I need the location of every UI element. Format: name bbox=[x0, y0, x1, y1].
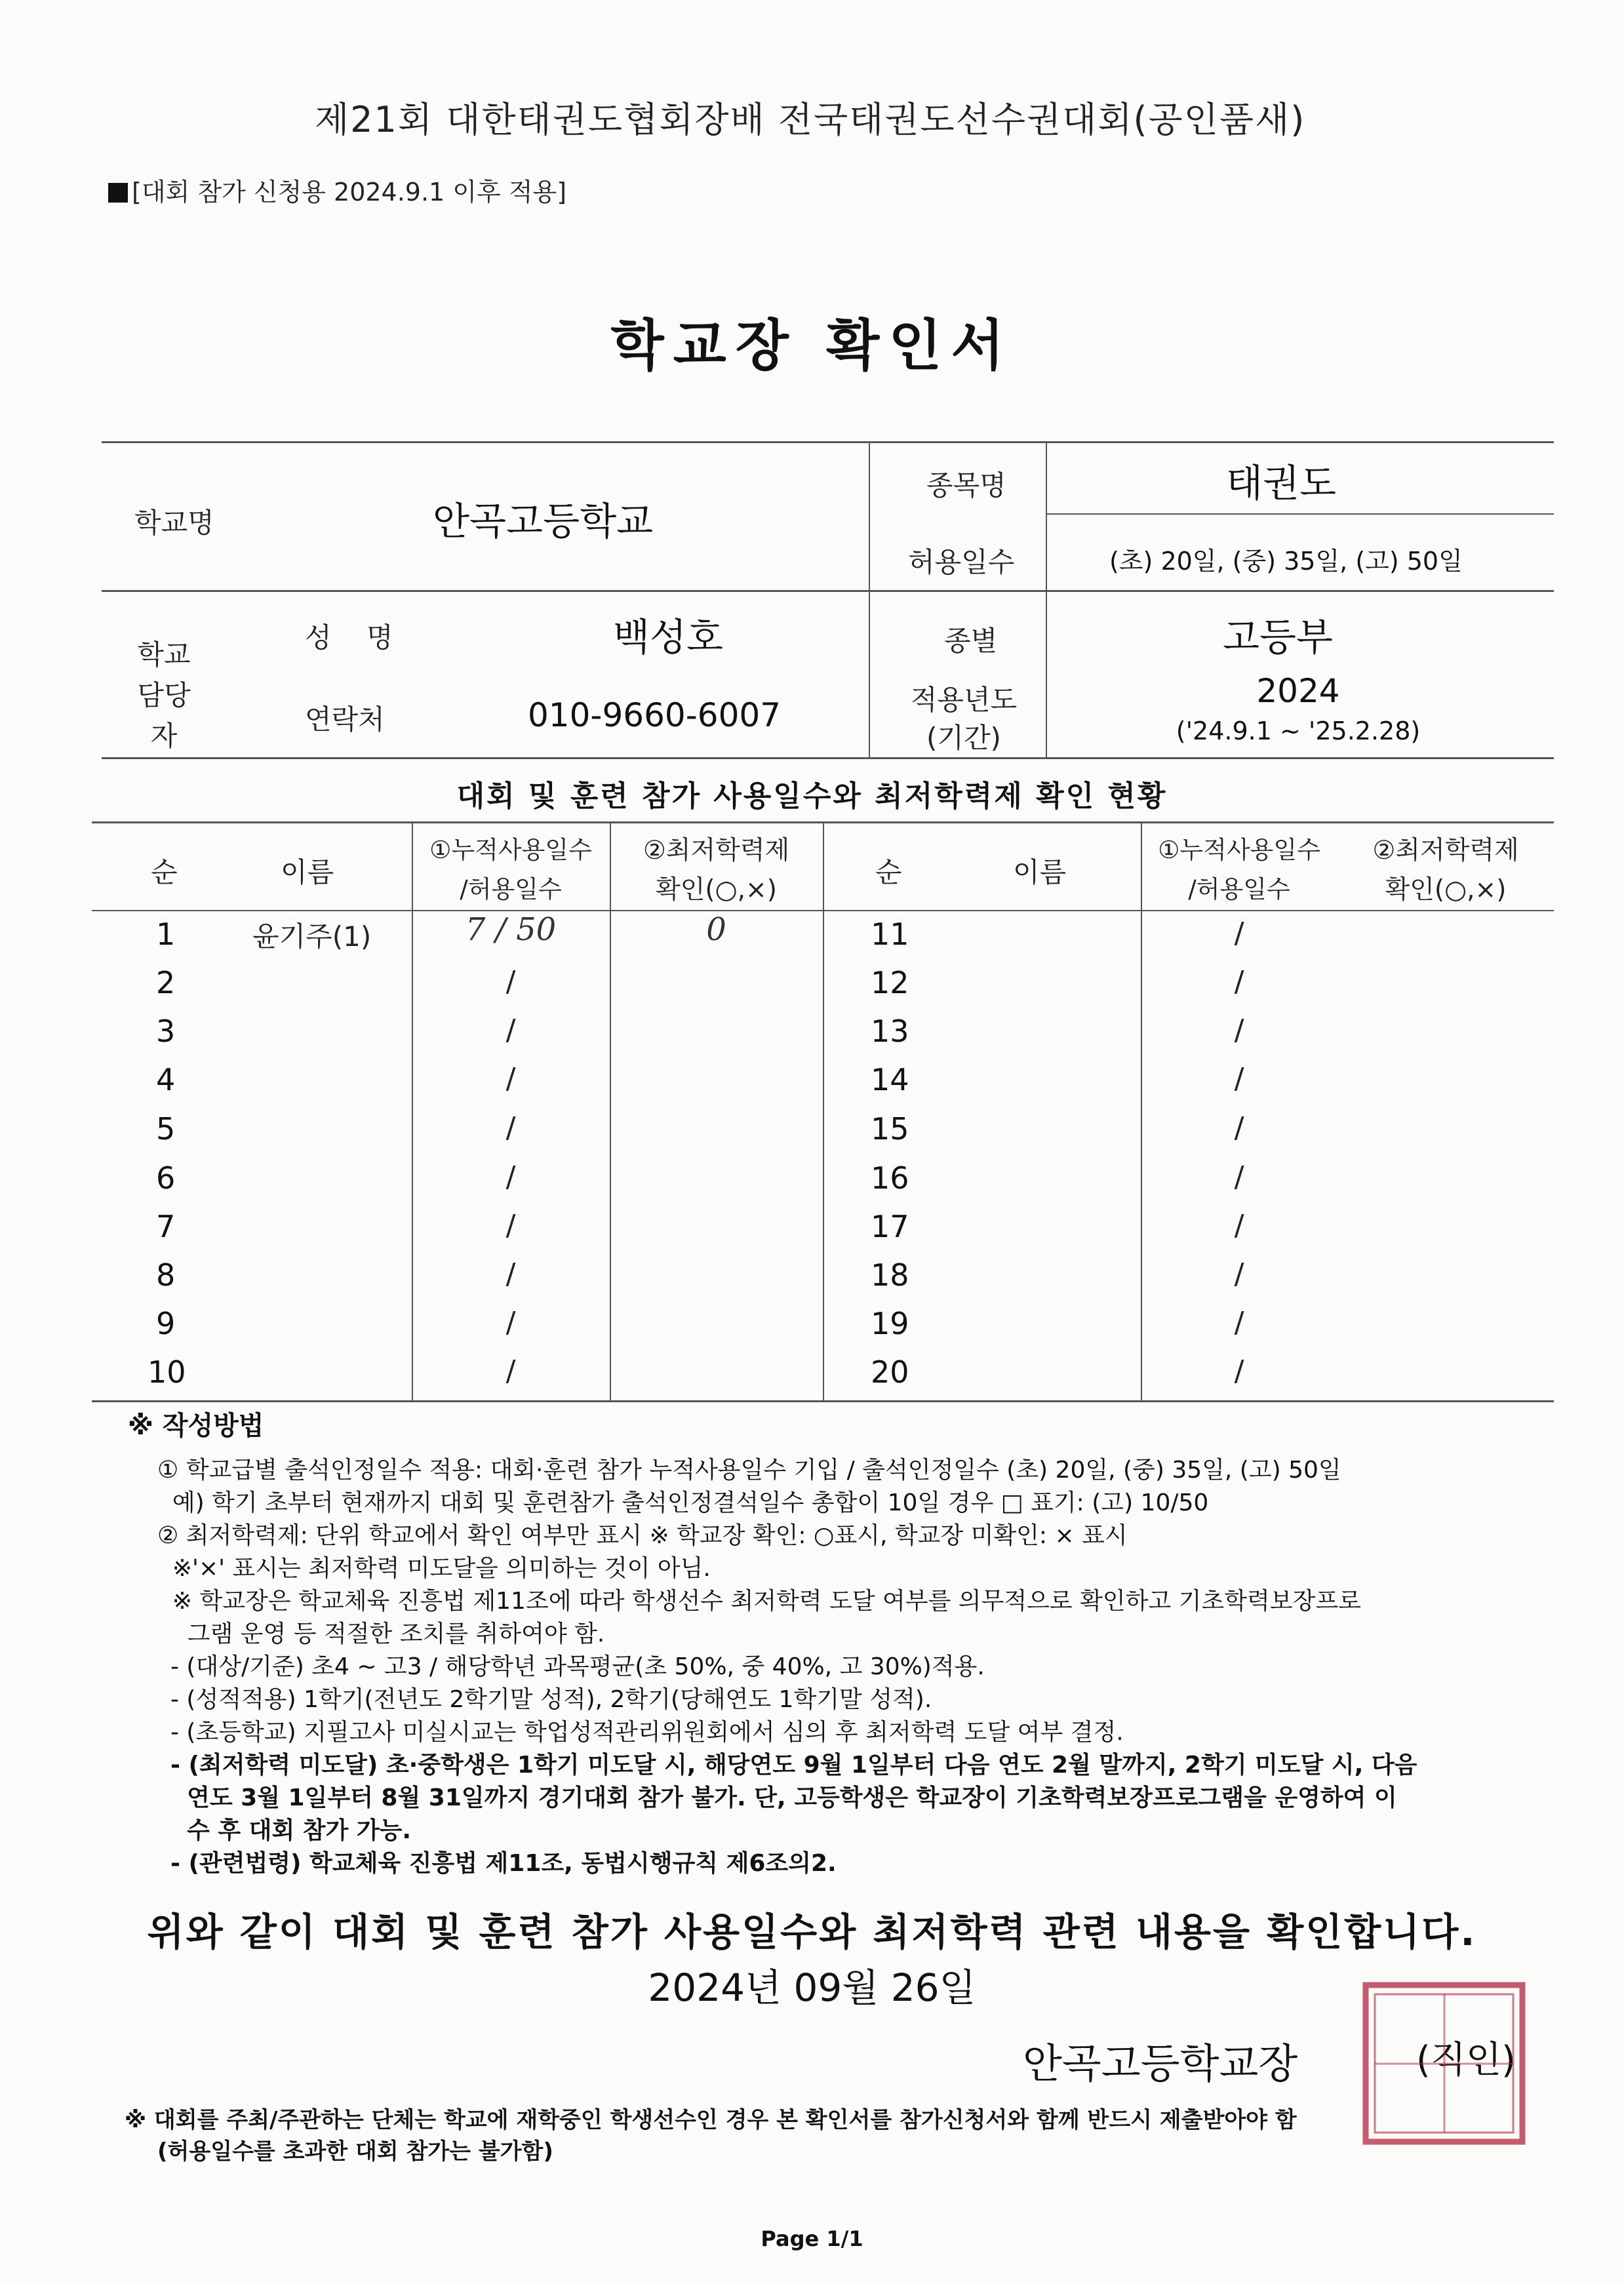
black-square-icon bbox=[108, 183, 128, 203]
row-no: 8 bbox=[156, 1257, 176, 1293]
row-days: / bbox=[505, 1209, 516, 1242]
row-no: 15 bbox=[871, 1111, 909, 1147]
left-col-min-1: ②최저학력제 bbox=[643, 836, 790, 865]
right-col-no: 순 bbox=[875, 856, 902, 888]
row-days: / bbox=[1234, 1354, 1244, 1388]
page-number: Page 1/1 bbox=[761, 2226, 863, 2251]
name-value: 백성호 bbox=[613, 615, 724, 660]
row-days: / bbox=[1234, 1160, 1244, 1194]
row-no: 14 bbox=[871, 1062, 909, 1097]
row-no: 5 bbox=[156, 1111, 176, 1147]
guide-line: ※ 학교장은 학교체육 진흥법 제11조에 따라 학생선수 최저학력 도달 여부를 의무적으로 확인하고 기초학력보장프로 bbox=[157, 1588, 1361, 1615]
footer-note bbox=[125, 2104, 1297, 2167]
row-days: / bbox=[1234, 1209, 1244, 1242]
row-days: / bbox=[505, 1257, 516, 1291]
divider bbox=[869, 441, 870, 757]
row-no: 20 bbox=[871, 1354, 909, 1390]
sport-label: 종목명 bbox=[926, 469, 1006, 502]
guide-line: - (대상/기준) 초4 ~ 고3 / 해당학년 과목평균(초 50%, 중 40%, 고 30%)적용. bbox=[170, 1653, 985, 1680]
row-days: / bbox=[1234, 1014, 1244, 1047]
division-label: 종별 bbox=[944, 625, 998, 657]
confirmation-text: 위와 같이 대회 및 훈련 참가 사용일수와 최저학력 관련 내용을 확인합니다. bbox=[147, 1910, 1477, 1954]
guide-line: 수 후 대회 참가 가능. bbox=[170, 1817, 412, 1844]
contact-group-label: 학교 담당자 bbox=[137, 639, 191, 752]
guide-line: ① 학교급별 출석인정일수 적용: 대회·훈련 참가 누적사용일수 기입 / 출석인정일수 (초) 20일, (중) 35일, (고) 50일 bbox=[157, 1457, 1341, 1484]
footer-line: ※ 대회를 주최/주관하는 단체는 학교에 재학중인 학생선수인 경우 본 확인서를 참가신청서와 함께 반드시 제출받아야 함 bbox=[125, 2107, 1297, 2133]
row-no: 17 bbox=[871, 1209, 909, 1244]
divider bbox=[823, 821, 824, 1400]
divider bbox=[610, 821, 611, 1400]
row-no: 12 bbox=[871, 965, 909, 1000]
row-days-handwritten: 7 / 50 bbox=[465, 911, 557, 948]
seal-stamp-icon bbox=[1360, 1980, 1528, 2147]
divider bbox=[102, 441, 1554, 443]
guide-line: ※'×' 표시는 최저학력 미도달을 의미하는 것이 아님. bbox=[157, 1555, 711, 1582]
row-no: 13 bbox=[871, 1014, 909, 1049]
row-check-handwritten: 0 bbox=[706, 911, 726, 948]
row-days: / bbox=[1234, 1257, 1244, 1291]
period-value: ('24.9.1 ~ '25.2.28) bbox=[1176, 717, 1421, 745]
footer-line: (허용일수를 초과한 대회 참가는 불가함) bbox=[157, 2138, 553, 2165]
row-days: / bbox=[1234, 1306, 1244, 1339]
row-no: 2 bbox=[156, 965, 176, 1000]
school-label: 학교명 bbox=[134, 507, 214, 539]
divider bbox=[1046, 441, 1047, 757]
row-no: 6 bbox=[156, 1160, 176, 1196]
row-no: 18 bbox=[871, 1257, 909, 1293]
row-no: 11 bbox=[871, 916, 909, 952]
guide-line: 연도 3월 1일부터 8월 31일까지 경기대회 참가 불가. 단, 고등학생은 학교장이 기초학력보장프로그램을 운영하여 이 bbox=[170, 1784, 1397, 1811]
row-days: / bbox=[505, 965, 516, 998]
row-days: / bbox=[505, 1160, 516, 1194]
right-col-days-2: /허용일수 bbox=[1188, 875, 1290, 903]
guide-line: 예) 학기 초부터 현재까지 대회 및 훈련참가 출석인정결석일수 총합이 10일 경우 □ 표기: (고) 10/50 bbox=[157, 1489, 1209, 1516]
row-days: / bbox=[505, 1111, 516, 1145]
usage-tag-text: [대회 참가 신청용 2024.9.1 이후 적용] bbox=[132, 178, 567, 207]
usage-tag bbox=[108, 172, 566, 208]
confirmation-date: 2024년 09월 26일 bbox=[648, 1965, 976, 2010]
guide-line: ② 최저학력제: 단위 학교에서 확인 여부만 표시 ※ 학교장 확인: ○표시, 학교장 미확인: × 표시 bbox=[157, 1522, 1128, 1549]
right-col-min-1: ②최저학력제 bbox=[1372, 836, 1519, 865]
row-no: 10 bbox=[148, 1354, 186, 1390]
year-label: 적용년도 bbox=[910, 684, 1018, 716]
guide-line: - (초등학교) 지필고사 미실시교는 학업성적관리위원회에서 심의 후 최저학력 도달 여부 결정. bbox=[170, 1719, 1124, 1746]
left-col-days-2: /허용일수 bbox=[460, 875, 562, 903]
row-days: / bbox=[1234, 965, 1244, 998]
division-value: 고등부 bbox=[1223, 615, 1334, 660]
left-col-min-2: 확인(○,×) bbox=[656, 875, 777, 905]
row-days: / bbox=[1234, 1062, 1244, 1095]
row-no: 19 bbox=[871, 1306, 909, 1341]
period-label: (기간) bbox=[926, 722, 1001, 754]
right-col-days-1: ①누적사용일수 bbox=[1158, 836, 1320, 864]
divider bbox=[1046, 513, 1554, 515]
allowed-days-value: (초) 20일, (중) 35일, (고) 50일 bbox=[1109, 547, 1463, 576]
school-seal bbox=[1360, 1980, 1528, 2147]
left-col-days-1: ①누적사용일수 bbox=[429, 836, 592, 864]
divider bbox=[92, 1400, 1554, 1402]
right-col-name: 이름 bbox=[1013, 856, 1067, 888]
name-label: 성 명 bbox=[305, 621, 393, 654]
row-days: / bbox=[1234, 1111, 1244, 1145]
row-no: 7 bbox=[156, 1209, 176, 1244]
guide-line: - (최저학력 미도달) 초·중학생은 1학기 미도달 시, 해당연도 9월 1일부터 다음 연도 2월 말까지, 2학기 미도달 시, 다음 bbox=[170, 1752, 1417, 1779]
row-no: 9 bbox=[156, 1306, 176, 1341]
allowed-days-label: 허용일수 bbox=[908, 546, 1015, 578]
row-no: 3 bbox=[156, 1014, 176, 1049]
year-value: 2024 bbox=[1256, 672, 1340, 710]
row-no: 4 bbox=[156, 1062, 176, 1097]
competition-title: 제21회 대한태권도협회장배 전국태권도선수권대회(공인품새) bbox=[315, 99, 1306, 140]
guide-line: - (관련법령) 학교체육 진흥법 제11조, 동법시행규칙 제6조의2. bbox=[170, 1850, 837, 1877]
writing-guide bbox=[128, 1409, 1508, 1880]
document-title: 학교장 확인서 bbox=[610, 313, 1014, 378]
divider bbox=[102, 590, 1554, 592]
guide-heading: ※ 작성방법 bbox=[128, 1411, 264, 1441]
row-name: 윤기주(1) bbox=[252, 920, 372, 953]
school-value: 안곡고등학교 bbox=[433, 499, 654, 543]
row-days: / bbox=[505, 1306, 516, 1339]
row-days: / bbox=[505, 1062, 516, 1095]
status-title: 대회 및 훈련 참가 사용일수와 최저학력제 확인 현황 bbox=[456, 779, 1168, 813]
left-col-name: 이름 bbox=[281, 856, 334, 888]
row-days: / bbox=[505, 1354, 516, 1388]
principal-name: 안곡고등학교장 bbox=[1023, 2039, 1298, 2087]
guide-line: 그램 운영 등 적절한 조치를 취하여야 함. bbox=[157, 1621, 605, 1647]
row-days: / bbox=[505, 1014, 516, 1047]
row-no: 16 bbox=[871, 1160, 909, 1196]
row-days: / bbox=[1234, 916, 1244, 950]
right-col-min-2: 확인(○,×) bbox=[1385, 875, 1507, 905]
seal-label: (직인) bbox=[1416, 2039, 1516, 2081]
left-col-no: 순 bbox=[151, 856, 178, 888]
phone-label: 연락처 bbox=[305, 703, 385, 736]
sport-value: 태권도 bbox=[1226, 461, 1337, 505]
row-no: 1 bbox=[156, 916, 176, 952]
phone-value: 010-9660-6007 bbox=[528, 696, 782, 734]
divider bbox=[102, 757, 1554, 759]
guide-line: - (성적적용) 1학기(전년도 2학기말 성적), 2학기(당해연도 1학기말 성적). bbox=[170, 1686, 932, 1713]
